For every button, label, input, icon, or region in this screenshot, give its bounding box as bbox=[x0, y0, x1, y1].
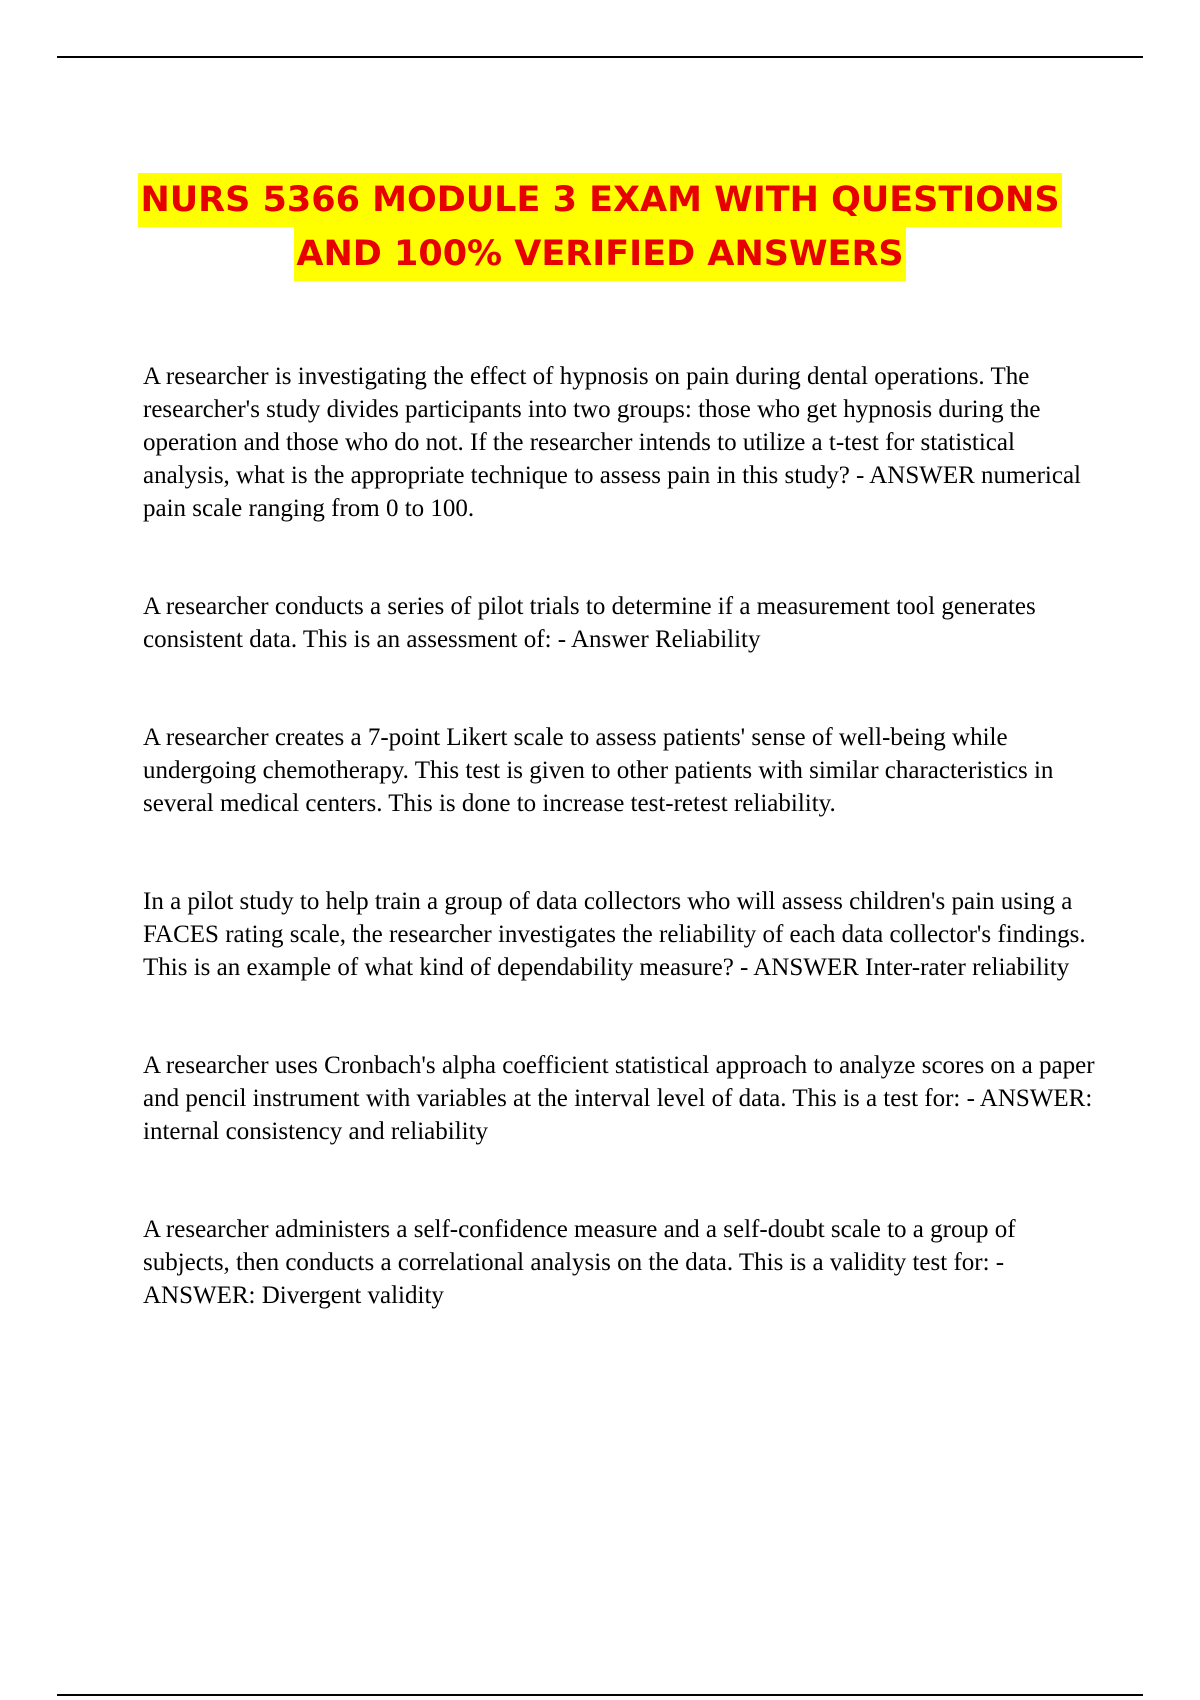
footer-rule bbox=[57, 1694, 1143, 1696]
question-answer-list bbox=[143, 360, 1103, 1377]
qa-item-3: A researcher creates a 7-point Likert scale to assess patients' sense of well-being while undergoing chemotherapy. This test is given to other patients with similar characteristics in several medical centers. This is done to increase test-retest reliability. bbox=[143, 724, 1054, 817]
qa-item-4: In a pilot study to help train a group of data collectors who will assess children's pain using a FACES rating scale, the researcher investigates the reliability of each data collector's findings. This is an example of what kind of dependability measure? - ANSWER Inter-rater reliability bbox=[143, 888, 1086, 981]
qa-item-5: A researcher uses Cronbach's alpha coefficient statistical approach to analyze scores on a paper and pencil instrument with variables at the interval level of data. This is a test for: - ANSWER: internal consistency and reliability bbox=[143, 1052, 1095, 1145]
document-title bbox=[0, 173, 1200, 281]
title-line-1: NURS 5366 MODULE 3 EXAM WITH QUESTIONS bbox=[138, 173, 1061, 227]
title-line-2: AND 100% VERIFIED ANSWERS bbox=[294, 227, 905, 281]
qa-item-2: A researcher conducts a series of pilot trials to determine if a measurement tool generates consistent data. This is an assessment of: - Answer Reliability bbox=[143, 593, 1036, 653]
header-rule bbox=[57, 56, 1143, 58]
qa-item-1: A researcher is investigating the effect of hypnosis on pain during dental operations. The researcher's study divides participants into two groups: those who get hypnosis during the operation and those who do not. If the researcher intends to utilize a t-test for statistical analysis, what is the appropriate technique to assess pain in this study? - ANSWER numerical pain scale ranging from 0 to 100. bbox=[143, 363, 1082, 522]
qa-item-6: A researcher administers a self-confidence measure and a self-doubt scale to a group of subjects, then conducts a correlational analysis on the data. This is a validity test for: - ANSWER: Divergent validity bbox=[143, 1216, 1016, 1309]
